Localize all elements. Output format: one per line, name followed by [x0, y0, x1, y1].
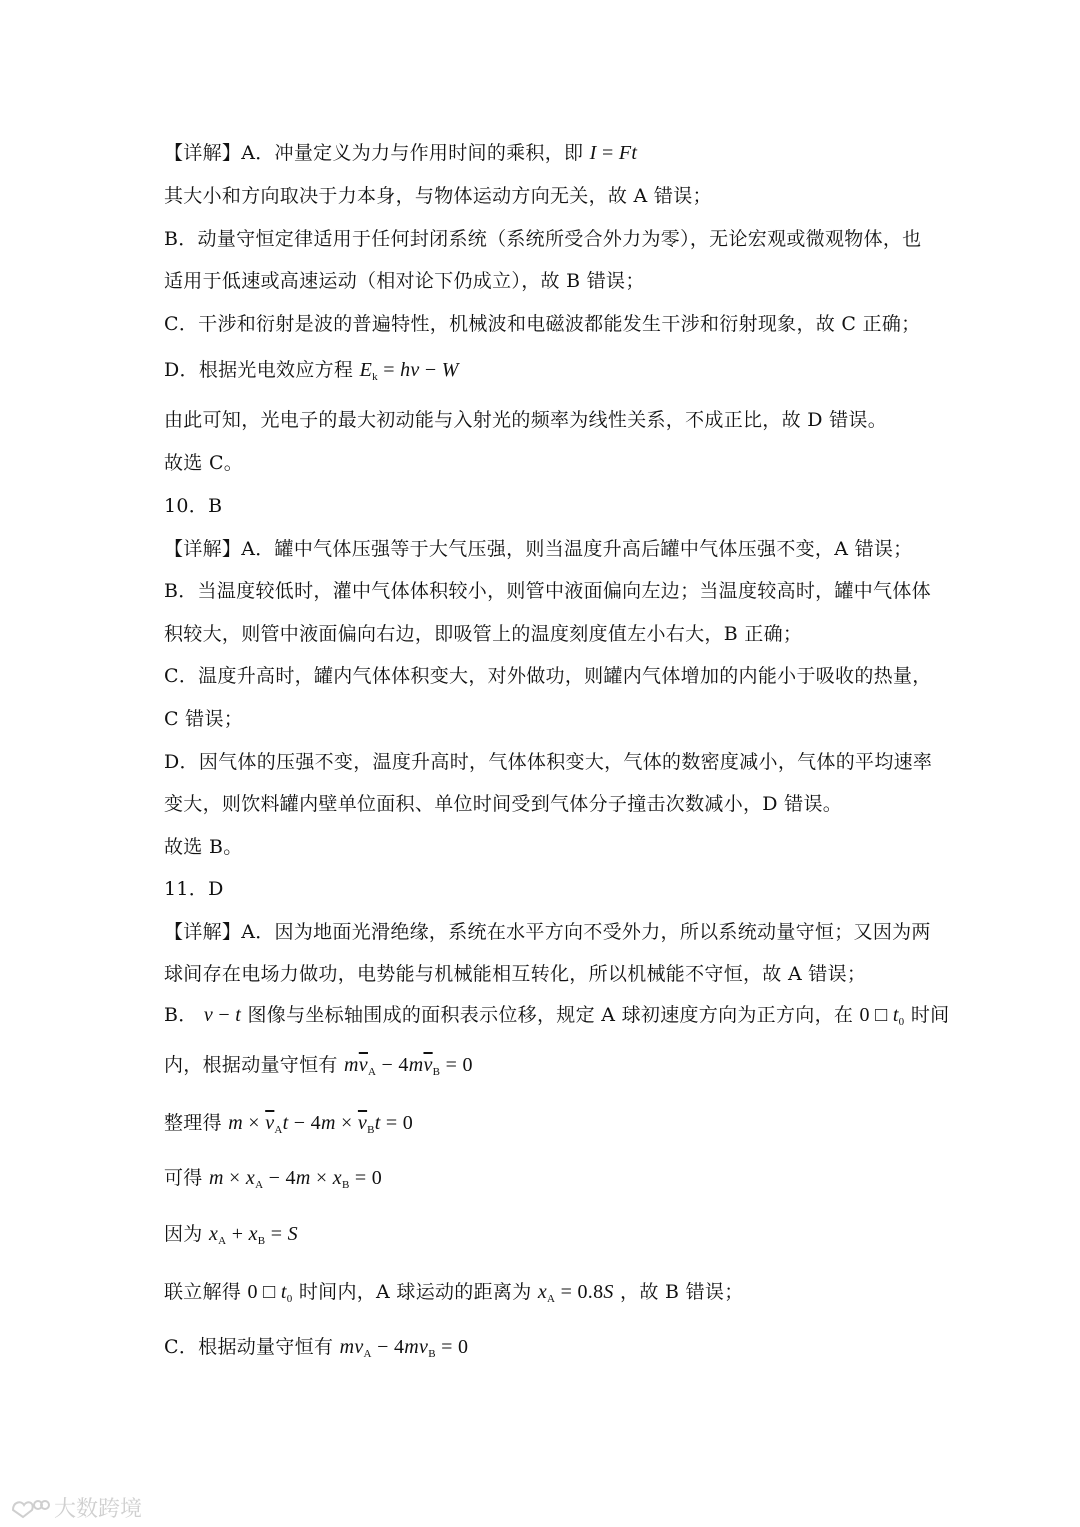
text-line [164, 835, 243, 859]
text-line [164, 1003, 949, 1027]
text-line [164, 750, 932, 774]
math-formula: $m\overline{v}_A - 4m\overline{v}_B = 0$ [344, 1054, 473, 1078]
text-segment: B．动量守恒定律适用于任何封闭系统（系统所受合外力为零），无论宏观或微观物体，也 [164, 228, 922, 250]
text-line [164, 622, 802, 646]
text-segment: 故选 B。 [164, 836, 243, 858]
text-line [164, 1111, 413, 1135]
text-segment: 其大小和方向取决于力本身，与物体运动方向无关，故 A 错误； [164, 185, 712, 207]
text-segment: 【详解】A．冲量定义为力与作用时间的乘积，即 [164, 142, 584, 164]
text-segment: 【详解】A．因为地面光滑绝缘，系统在水平方向不受外力，所以系统动量守恒；又因为两 [164, 921, 931, 943]
watermark [10, 1492, 142, 1523]
text-segment: 积较大，则管中液面偏向右边，即吸管上的温度刻度值左小右大，B 正确； [164, 623, 803, 645]
text-line [164, 269, 645, 293]
text-line [164, 494, 222, 518]
text-segment: C．根据动量守恒有 [164, 1336, 334, 1358]
math-formula: $m \times \overline{v}_At - 4m \times \overline{v}_Bt = 0$ [228, 1112, 414, 1136]
text-segment: 内，根据动量守恒有 [164, 1054, 338, 1076]
text-segment: 时间内，A 球运动的距离为 [298, 1281, 532, 1303]
text-line [164, 579, 931, 603]
text-segment: 11．D [164, 878, 224, 900]
text-line [164, 920, 931, 944]
text-line [164, 1280, 744, 1304]
math-formula: v − t [203, 1004, 242, 1026]
text-segment: C．温度升高时，罐内气体体积变大，对外做功，则罐内气体增加的内能小于吸收的热量， [164, 665, 932, 687]
text-line [164, 227, 921, 251]
text-line [164, 358, 459, 382]
text-segment: 图像与坐标轴围成的面积表示位移，规定 A 球初速度方向为正方向，在 [247, 1004, 854, 1026]
text-segment: 可得 [164, 1167, 203, 1189]
watermark-logo-icon [10, 1497, 50, 1519]
text-line [164, 451, 243, 475]
text-segment: 整理得 [164, 1112, 222, 1134]
text-segment: 【详解】A．罐中气体压强等于大气压强，则当温度升高后罐中气体压强不变，A 错误； [164, 538, 913, 560]
watermark-text: 大数跨境 [54, 1497, 143, 1522]
text-segment: 故选 C。 [164, 452, 244, 474]
text-line [164, 1335, 468, 1359]
text-segment: 球间存在电场力做功，电势能与机械能相互转化，所以机械能不守恒，故 A 错误； [164, 963, 867, 985]
text-segment: 时间 [910, 1004, 950, 1026]
math-formula: I = Ft [589, 142, 638, 164]
text-segment: D．因气体的压强不变，温度升高时，气体体积变大，气体的数密度减小，气体的平均速率 [164, 751, 933, 773]
text-segment: 联立解得 [164, 1281, 242, 1303]
text-line [164, 1166, 382, 1190]
text-line [164, 184, 712, 208]
text-line [164, 1222, 298, 1246]
text-line [164, 1053, 473, 1077]
math-formula: $x_A + x_B = S$ [208, 1223, 298, 1247]
text-segment: ，故 B 错误； [620, 1281, 744, 1303]
math-formula: $mv_A - 4mv_B = 0$ [339, 1336, 469, 1360]
text-line [164, 312, 920, 336]
text-segment: C 错误； [164, 708, 244, 730]
text-line [164, 707, 243, 731]
text-line [164, 877, 224, 901]
math-formula: $x_A = 0.8S$ [537, 1281, 614, 1305]
math-formula: $m \times x_A - 4m \times x_B = 0$ [208, 1167, 383, 1191]
text-segment: B．当温度较低时，灌中气体体积较小，则管中液面偏向左边；当温度较高时，罐中气体体 [164, 580, 931, 602]
text-line [164, 792, 842, 816]
text-segment: 因为 [164, 1223, 203, 1245]
math-formula: 0 □ $t_0$ [247, 1281, 293, 1305]
text-segment: 由此可知，光电子的最大初动能与入射光的频率为线性关系，不成正比，故 D 错误。 [164, 409, 888, 431]
math-formula: $E_k = h\nu - W$ [359, 359, 459, 383]
text-line [164, 408, 887, 432]
text-line [164, 537, 912, 561]
text-line [164, 962, 866, 986]
text-segment: 适用于低速或高速运动（相对论下仍成立），故 B 错误； [164, 270, 645, 292]
text-line [164, 664, 932, 688]
math-formula: 0 □ $t_0$ [859, 1004, 905, 1028]
text-line [164, 141, 637, 165]
text-segment: C．干涉和衍射是波的普遍特性，机械波和电磁波都能发生干涉和衍射现象，故 C 正确； [164, 313, 921, 335]
text-segment: B． [164, 1004, 198, 1026]
text-segment: 变大，则饮料罐内壁单位面积、单位时间受到气体分子撞击次数减小，D 错误。 [164, 793, 843, 815]
text-segment: 10．B [164, 495, 223, 517]
text-segment: D．根据光电效应方程 [164, 359, 354, 381]
